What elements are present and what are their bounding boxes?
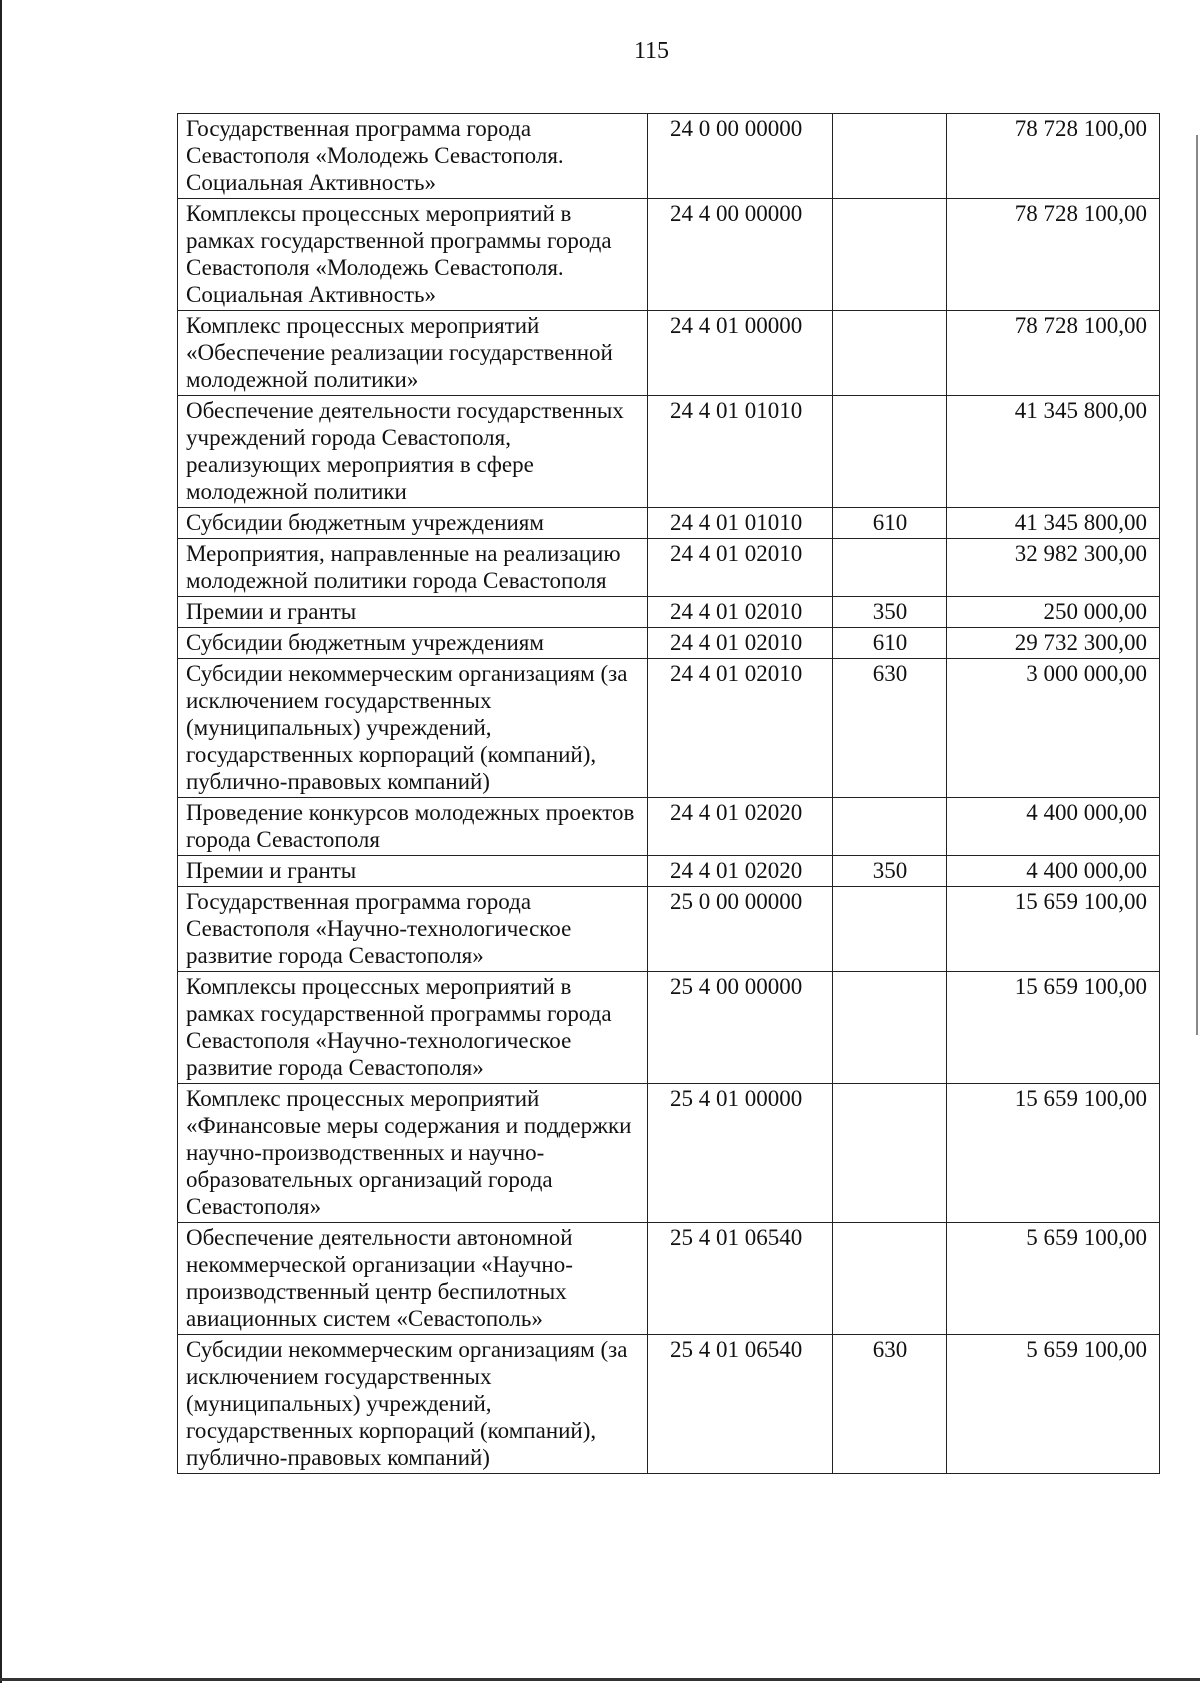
table-row [178, 628, 1160, 659]
row-code-cell: 24 4 01 00000 [648, 311, 833, 396]
table-row [178, 311, 1160, 396]
row-amount-cell: 4 400 000,00 [947, 798, 1160, 856]
scan-edge-left [0, 0, 2, 1683]
table-row [178, 396, 1160, 508]
row-expense-type-cell [833, 396, 947, 508]
row-amount-cell: 32 982 300,00 [947, 539, 1160, 597]
row-expense-type-cell: 630 [833, 659, 947, 798]
row-amount-cell: 15 659 100,00 [947, 1084, 1160, 1223]
row-code-cell: 24 4 01 02010 [648, 539, 833, 597]
row-code-cell: 24 4 01 01010 [648, 508, 833, 539]
row-code-cell: 24 4 01 02020 [648, 798, 833, 856]
row-expense-type-cell [833, 311, 947, 396]
row-name-cell: Обеспечение деятельности государственных учреждений города Севастополя, реализующих мероприятия в сфере молодежной политики [178, 396, 648, 508]
row-amount-cell: 78 728 100,00 [947, 311, 1160, 396]
row-amount-cell: 3 000 000,00 [947, 659, 1160, 798]
row-amount-cell: 78 728 100,00 [947, 199, 1160, 311]
row-expense-type-cell: 610 [833, 508, 947, 539]
table-row [178, 199, 1160, 311]
row-name-cell: Премии и гранты [178, 856, 648, 887]
row-amount-cell: 5 659 100,00 [947, 1223, 1160, 1335]
page-number: 115 [633, 38, 670, 64]
row-expense-type-cell: 610 [833, 628, 947, 659]
table-row [178, 887, 1160, 972]
row-expense-type-cell [833, 1223, 947, 1335]
table-row [178, 1223, 1160, 1335]
row-amount-cell: 41 345 800,00 [947, 508, 1160, 539]
row-expense-type-cell [833, 1084, 947, 1223]
row-amount-cell: 29 732 300,00 [947, 628, 1160, 659]
table-row [178, 1335, 1160, 1474]
scan-edge-right [1196, 135, 1198, 1035]
row-expense-type-cell: 630 [833, 1335, 947, 1474]
budget-table [177, 113, 1160, 1474]
row-expense-type-cell [833, 972, 947, 1084]
row-amount-cell: 15 659 100,00 [947, 972, 1160, 1084]
row-expense-type-cell [833, 114, 947, 199]
row-name-cell: Государственная программа города Севастополя «Научно-технологическое развитие города Севастополя» [178, 887, 648, 972]
table-row [178, 508, 1160, 539]
row-name-cell: Комплексы процессных мероприятий в рамках государственной программы города Севастополя «Научно-технологическое развитие города Севастополя» [178, 972, 648, 1084]
row-expense-type-cell [833, 539, 947, 597]
row-name-cell: Субсидии бюджетным учреждениям [178, 508, 648, 539]
row-amount-cell: 78 728 100,00 [947, 114, 1160, 199]
row-code-cell: 25 4 01 06540 [648, 1335, 833, 1474]
table-row [178, 114, 1160, 199]
row-name-cell: Государственная программа города Севастополя «Молодежь Севастополя. Социальная Активность» [178, 114, 648, 199]
row-amount-cell: 5 659 100,00 [947, 1335, 1160, 1474]
table-row [178, 972, 1160, 1084]
row-name-cell: Комплекс процессных мероприятий «Финансовые меры содержания и поддержки научно-производственных и научно-образовательных организаций города Севастополя» [178, 1084, 648, 1223]
row-code-cell: 25 4 01 06540 [648, 1223, 833, 1335]
table-row [178, 1084, 1160, 1223]
row-amount-cell: 4 400 000,00 [947, 856, 1160, 887]
row-amount-cell: 41 345 800,00 [947, 396, 1160, 508]
table-row [178, 659, 1160, 798]
row-name-cell: Комплексы процессных мероприятий в рамках государственной программы города Севастополя «Молодежь Севастополя. Социальная Активность» [178, 199, 648, 311]
row-name-cell: Мероприятия, направленные на реализацию молодежной политики города Севастополя [178, 539, 648, 597]
row-code-cell: 24 4 01 01010 [648, 396, 833, 508]
table-row [178, 798, 1160, 856]
budget-table-body [178, 114, 1160, 1474]
row-amount-cell: 15 659 100,00 [947, 887, 1160, 972]
row-name-cell: Проведение конкурсов молодежных проектов города Севастополя [178, 798, 648, 856]
row-code-cell: 24 4 01 02010 [648, 659, 833, 798]
row-code-cell: 24 4 00 00000 [648, 199, 833, 311]
row-expense-type-cell: 350 [833, 597, 947, 628]
row-code-cell: 25 0 00 00000 [648, 887, 833, 972]
row-expense-type-cell: 350 [833, 856, 947, 887]
row-expense-type-cell [833, 798, 947, 856]
table-row [178, 856, 1160, 887]
row-name-cell: Субсидии некоммерческим организациям (за исключением государственных (муниципальных) учреждений, государственных корпораций (компаний), публично-правовых компаний) [178, 1335, 648, 1474]
row-code-cell: 24 4 01 02010 [648, 597, 833, 628]
row-expense-type-cell [833, 199, 947, 311]
row-name-cell: Комплекс процессных мероприятий «Обеспечение реализации государственной молодежной политики» [178, 311, 648, 396]
table-row [178, 597, 1160, 628]
row-name-cell: Субсидии некоммерческим организациям (за исключением государственных (муниципальных) учреждений, государственных корпораций (компаний), публично-правовых компаний) [178, 659, 648, 798]
row-code-cell: 24 4 01 02010 [648, 628, 833, 659]
row-code-cell: 24 0 00 00000 [648, 114, 833, 199]
row-code-cell: 25 4 00 00000 [648, 972, 833, 1084]
row-code-cell: 24 4 01 02020 [648, 856, 833, 887]
row-expense-type-cell [833, 887, 947, 972]
row-code-cell: 25 4 01 00000 [648, 1084, 833, 1223]
scan-edge-bottom [0, 1678, 1200, 1681]
table-row [178, 539, 1160, 597]
row-name-cell: Премии и гранты [178, 597, 648, 628]
row-amount-cell: 250 000,00 [947, 597, 1160, 628]
row-name-cell: Субсидии бюджетным учреждениям [178, 628, 648, 659]
row-name-cell: Обеспечение деятельности автономной некоммерческой организации «Научно-производственный центр беспилотных авиационных систем «Севастополь» [178, 1223, 648, 1335]
